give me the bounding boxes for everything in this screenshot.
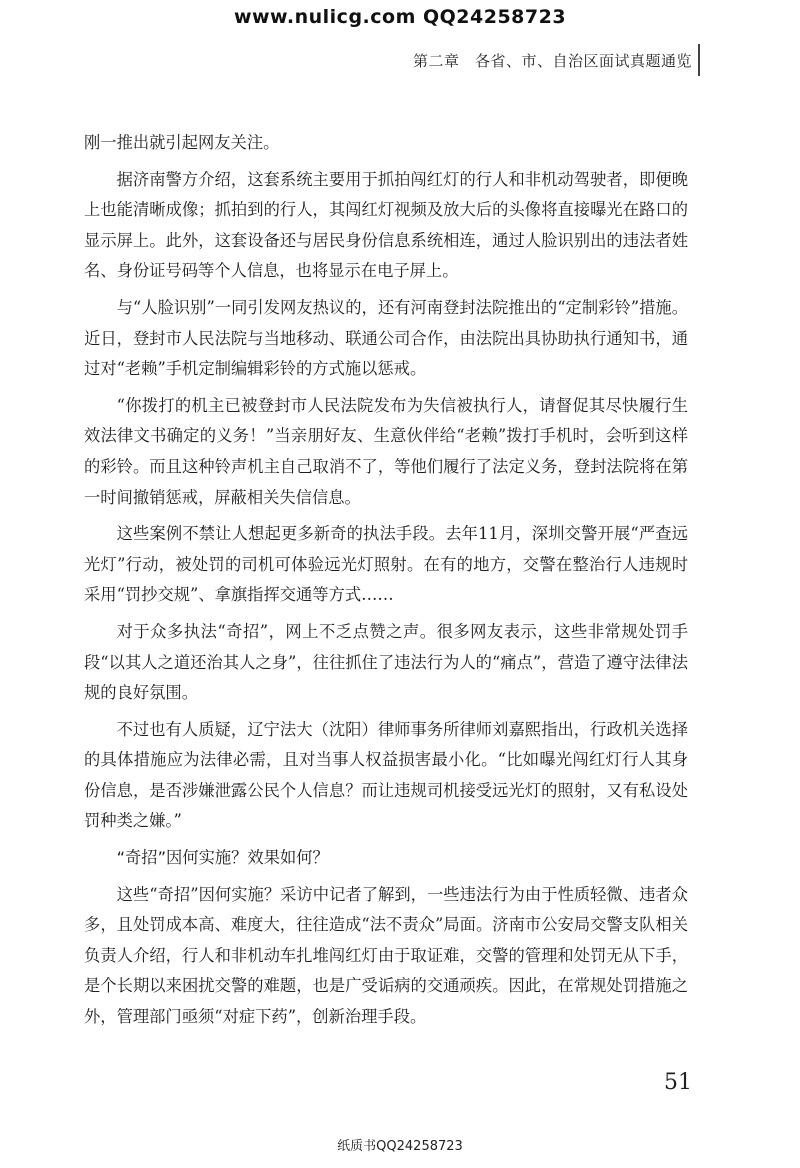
paragraph: 不过也有人质疑，辽宁法大（沈阳）律师事务所律师刘嘉熙指出，行政机关选择的具体措施应为法律必需，且对当事人权益损害最小化。“比如曝光闯红灯行人其身份信息，是否涉嫌泄露公民个人信息？而让违规司机接受远光灯的照射，又有私设处罚种类之嫌。”	[84, 719, 688, 831]
chapter-header: 第二章 各省、市、自治区面试真题通览	[412, 52, 692, 70]
paragraph: 这些“奇招”因何实施？采访中记者了解到，一些违法行为由于性质轻微、违者众多，且处罚成本高、难度大，往往造成“法不责众”局面。济南市公安局交警支队相关负责人介绍，行人和非机动车扎堆闯红灯由于取证难，交警的管理和处罚无从下手，是个长期以来困扰交警的难题，也是广受诟病的交通顽疾。因此，在常规处罚措施之外，管理部门亟须“对症下药”，创新治理手段。	[84, 884, 688, 1027]
top-watermark: www.nulicg.com QQ24258723	[233, 6, 567, 28]
page-number: 51	[664, 1070, 692, 1095]
paragraph: 与“人脸识别”一同引发网友热议的，还有河南登封法院推出的“定制彩铃”措施。近日，登封市人民法院与当地移动、联通公司合作，由法院出具协助执行通知书，通过对“老赖”手机定制编辑彩铃的方式施以惩戒。	[84, 297, 688, 379]
paragraph: 对于众多执法“奇招”，网上不乏点赞之声。很多网友表示，这些非常规处罚手段“以其人之道还治其人之身”，往往抓住了违法行为人的“痛点”，营造了遵守法律法规的良好氛围。	[84, 621, 688, 703]
section-heading: “奇招”因何实施？效果如何？	[116, 848, 329, 868]
paragraph: 刚一推出就引起网友关注。	[84, 133, 280, 152]
paragraph: 这些案例不禁让人想起更多新奇的执法手段。去年11月，深圳交警开展“严查远光灯”行动，被处罚的司机可体验远光灯照射。在有的地方，交警在整治行人违规时采用“罚抄交规”、拿旗指挥交通等方式……	[84, 524, 688, 605]
header-divider	[698, 44, 700, 76]
bottom-watermark: 纸质书QQ24258723	[337, 1139, 463, 1154]
paragraph: 据济南警方介绍，这套系统主要用于抓拍闯红灯的行人和非机动驾驶者，即便晚上也能清晰成像；抓拍到的行人，其闯红灯视频及放大后的头像将直接曝光在路口的显示屏上。此外，这套设备还与居民身份信息系统相连，通过人脸识别出的违法者姓名、身份证号码等个人信息，也将显示在电子屏上。	[84, 169, 688, 281]
paragraph: “你拨打的机主已被登封市人民法院发布为失信被执行人，请督促其尽快履行生效法律文书确定的义务！”当亲朋好友、生意伙伴给“老赖”拨打手机时，会听到这样的彩铃。而且这种铃声机主自己取消不了，等他们履行了法定义务，登封法院将在第一时间撤销惩戒，屏蔽相关失信信息。	[84, 395, 688, 507]
body-text	[84, 128, 688, 1039]
